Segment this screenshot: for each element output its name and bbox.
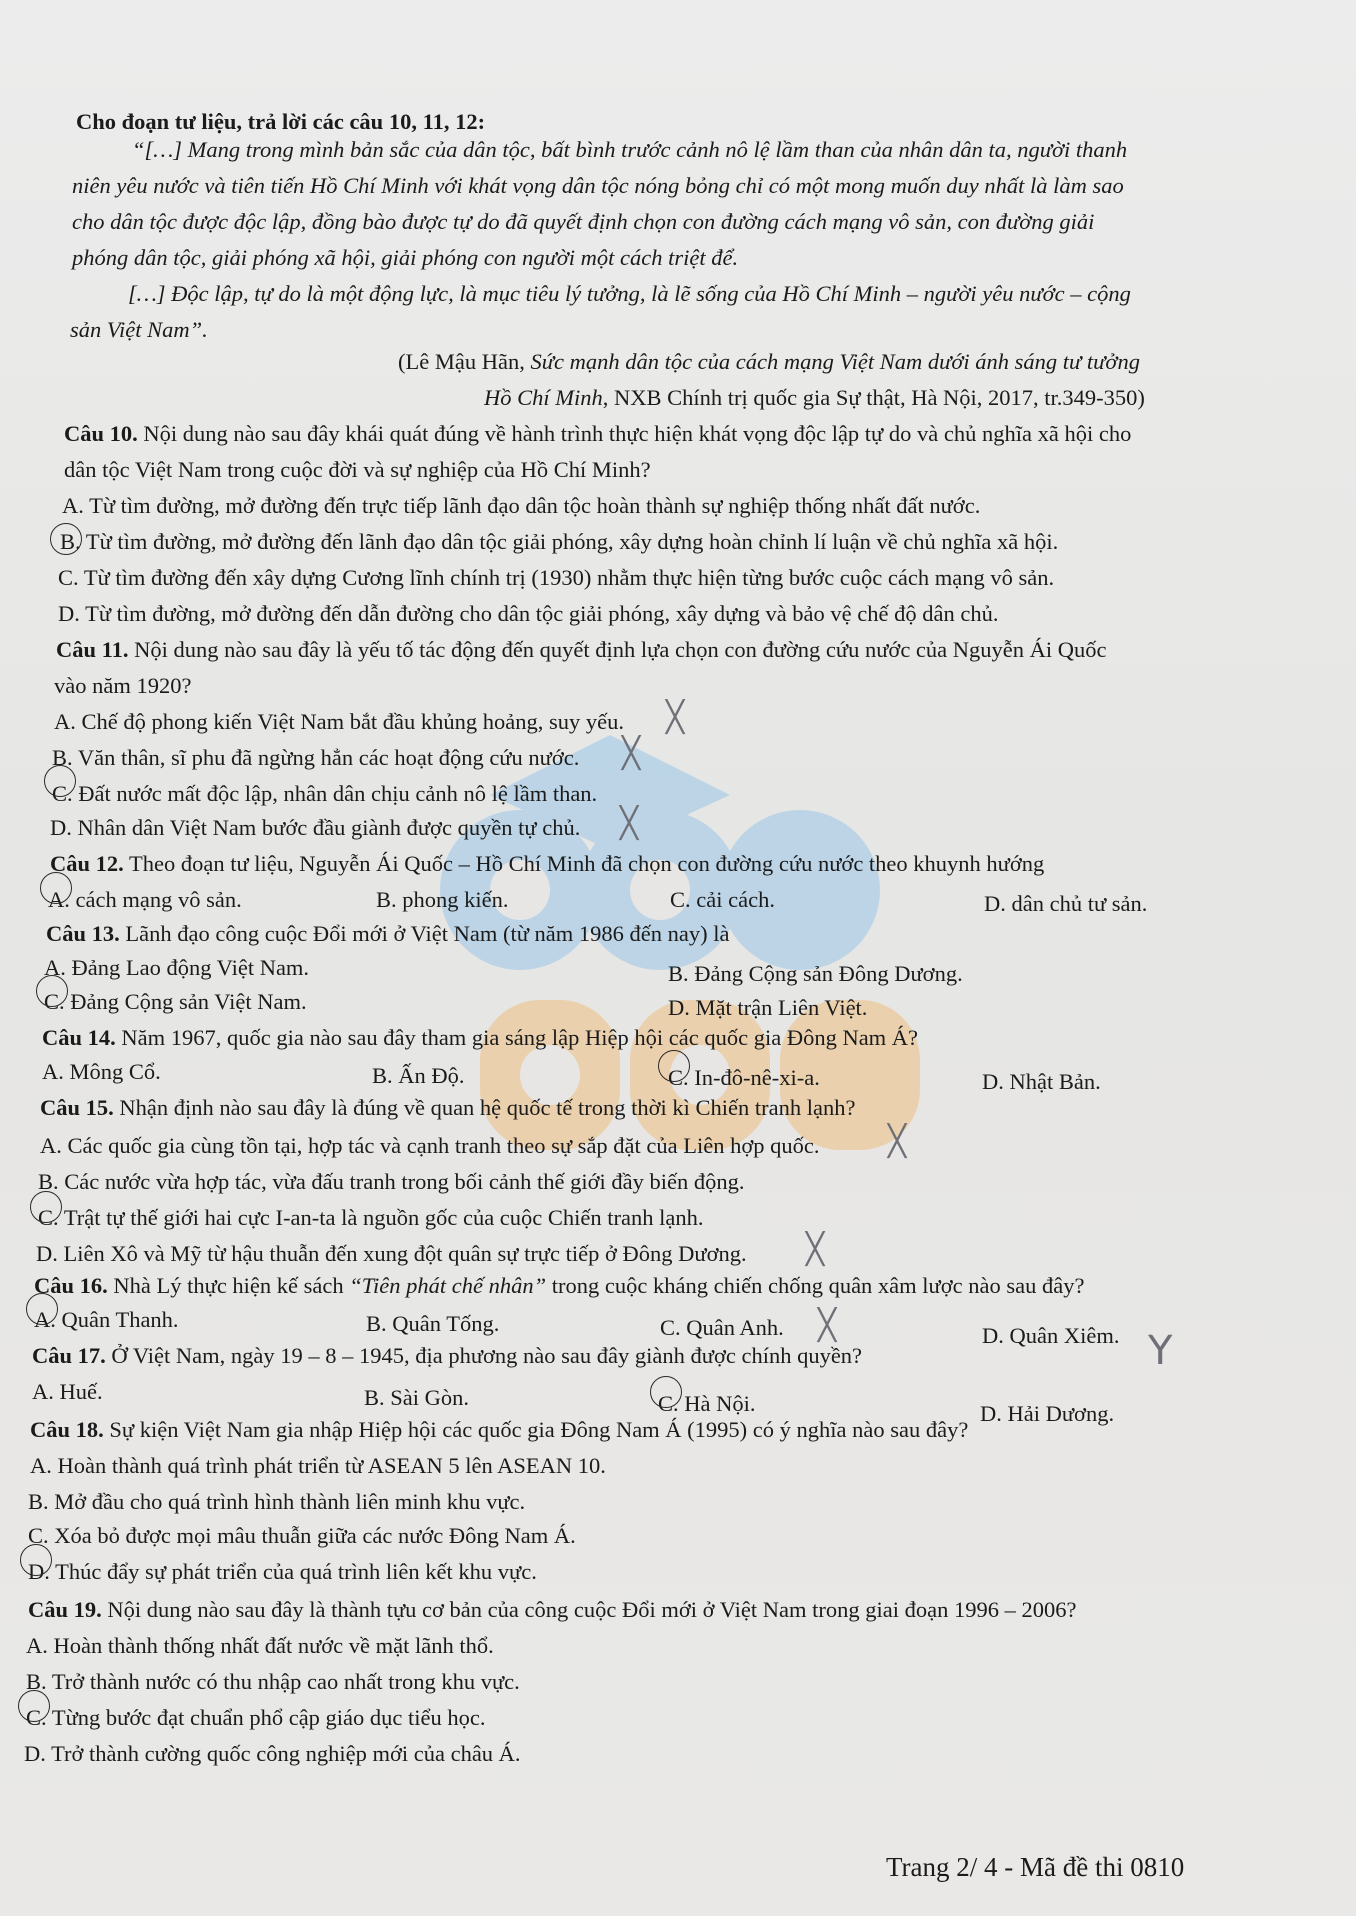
q15-option-c: C. Trật tự thế giới hai cực I-an-ta là nguồn gốc của cuộc Chiến tranh lạnh.: [38, 1205, 704, 1230]
question-label: Câu 13.: [46, 921, 120, 946]
question-label: Câu 10.: [64, 421, 138, 446]
q12-option-b: B. phong kiến.: [376, 887, 509, 912]
q18-option-d: D. Thúc đẩy sự phát triển của quá trình liên kết khu vực.: [28, 1559, 537, 1584]
source-title-end: Hồ Chí Minh: [484, 385, 603, 410]
question-text: Lãnh đạo công cuộc Đổi mới ở Việt Nam (từ năm 1986 đến nay) là: [119, 921, 730, 946]
question-label: Câu 18.: [30, 1417, 104, 1442]
cross-mark-icon: ╳: [620, 806, 639, 841]
q16-option-b: B. Quân Tống.: [366, 1311, 500, 1336]
q15-option-a: A. Các quốc gia cùng tồn tại, hợp tác và cạnh tranh theo sự sắp đặt của Liên hợp quốc.: [40, 1133, 820, 1158]
question-13-stem: [46, 920, 729, 947]
question-label: Câu 11.: [56, 637, 129, 662]
question-15-stem: [40, 1094, 856, 1121]
q11-option-a: A. Chế độ phong kiến Việt Nam bắt đầu khủng hoảng, suy yếu.: [54, 709, 625, 734]
q19-option-b: B. Trở thành nước có thu nhập cao nhất trong khu vực.: [26, 1669, 520, 1694]
question-label: Câu 15.: [40, 1095, 114, 1120]
q16-option-a: A. Quân Thanh.: [34, 1307, 179, 1332]
q12-option-a: A. cách mạng vô sản.: [48, 887, 242, 912]
q18-option-a: A. Hoàn thành quá trình phát triển từ ASEAN 5 lên ASEAN 10.: [30, 1453, 606, 1478]
question-text: Nội dung nào sau đây là thành tựu cơ bản của công cuộc Đổi mới ở Việt Nam trong giai đoạn 1996 – 2006?: [101, 1597, 1077, 1622]
q12-option-d: D. dân chủ tư sản.: [984, 891, 1148, 916]
question-text: Ở Việt Nam, ngày 19 – 8 – 1945, địa phương nào sau đây giành được chính quyền?: [105, 1343, 863, 1368]
source-title: Sức mạnh dân tộc của cách mạng Việt Nam dưới ánh sáng tư tưởng: [530, 349, 1140, 374]
question-12-stem: [50, 850, 1044, 877]
question-text: Sự kiện Việt Nam gia nhập Hiệp hội các quốc gia Đông Nam Á (1995) có ý nghĩa nào sau đây?: [103, 1417, 969, 1442]
q17-option-a: A. Huế.: [32, 1379, 103, 1404]
question-16-stem: [34, 1272, 1084, 1299]
question-quote: “Tiên phát chế nhân”: [349, 1273, 547, 1298]
q10-option-a: A. Từ tìm đường, mở đường đến trực tiếp lãnh đạo dân tộc hoàn thành sự nghiệp thống nhất đất nước.: [62, 493, 981, 518]
q14-option-a: A. Mông Cổ.: [42, 1059, 161, 1084]
question-text: Năm 1967, quốc gia nào sau đây tham gia sáng lập Hiệp hội các quốc gia Đông Nam Á?: [115, 1025, 919, 1050]
source-line-2: [484, 384, 1145, 411]
q13-option-c: C. Đảng Cộng sản Việt Nam.: [44, 989, 307, 1014]
question-text: Nội dung nào sau đây là yếu tố tác động đến quyết định lựa chọn con đường cứu nước của Nguyễn Ái Quốc: [128, 637, 1107, 662]
q14-option-b: B. Ấn Độ.: [372, 1063, 465, 1088]
question-11-stem-cont: vào năm 1920?: [54, 673, 192, 698]
question-label: Câu 17.: [32, 1343, 106, 1368]
question-10-stem: [64, 420, 1131, 447]
source-author: (Lê Mậu Hãn,: [398, 349, 531, 374]
q13-option-a: A. Đảng Lao động Việt Nam.: [44, 955, 310, 980]
cross-mark-icon: ╳: [622, 736, 641, 771]
question-label: Câu 12.: [50, 851, 124, 876]
question-text: trong cuộc kháng chiến chống quân xâm lược nào sau đây?: [546, 1273, 1085, 1298]
q16-option-c: C. Quân Anh.: [660, 1315, 784, 1340]
q19-option-c: C. Từng bước đạt chuẩn phổ cập giáo dục tiểu học.: [26, 1705, 486, 1730]
cross-mark-icon: ╳: [818, 1308, 837, 1343]
cross-mark-icon: ╳: [806, 1232, 825, 1267]
q14-option-d: D. Nhật Bản.: [982, 1069, 1101, 1094]
q10-option-c: C. Từ tìm đường đến xây dựng Cương lĩnh chính trị (1930) nhằm thực hiện từng bước cuộc cách mạng vô sản.: [58, 565, 1055, 590]
passage-line: phóng dân tộc, giải phóng xã hội, giải phóng con người một cách triệt để.: [72, 245, 739, 270]
q13-option-b: B. Đảng Cộng sản Đông Dương.: [668, 961, 963, 986]
q14-option-c: C. In-đô-nê-xi-a.: [668, 1065, 820, 1090]
q17-option-c: C. Hà Nội.: [658, 1391, 756, 1416]
q18-option-c: C. Xóa bỏ được mọi mâu thuẫn giữa các nước Đông Nam Á.: [28, 1523, 576, 1548]
source-line-1: [398, 348, 1140, 375]
question-text: Nhà Lý thực hiện kế sách: [107, 1273, 350, 1298]
question-14-stem: [42, 1024, 918, 1051]
q17-option-b: B. Sài Gòn.: [364, 1385, 470, 1410]
q19-option-a: A. Hoàn thành thống nhất đất nước về mặt lãnh thổ.: [26, 1633, 494, 1658]
question-label: Câu 19.: [28, 1597, 102, 1622]
question-19-stem: [28, 1596, 1076, 1623]
question-label: Câu 16.: [34, 1273, 108, 1298]
question-label: Câu 14.: [42, 1025, 116, 1050]
q10-option-b: B. Từ tìm đường, mở đường đến lãnh đạo dân tộc giải phóng, xây dựng hoàn chỉnh lí luận về chủ nghĩa xã hội.: [60, 529, 1059, 554]
q10-option-d: D. Từ tìm đường, mở đường đến dẫn đường cho dân tộc giải phóng, xây dựng và bảo vệ chế độ dân chủ.: [58, 601, 999, 626]
cross-mark-icon: ╳: [666, 700, 685, 735]
intro-heading: Cho đoạn tư liệu, trả lời các câu 10, 11, 12:: [76, 109, 486, 134]
q18-option-b: B. Mở đầu cho quá trình hình thành liên minh khu vực.: [28, 1489, 526, 1514]
q17-option-d: D. Hải Dương.: [980, 1401, 1115, 1426]
q11-option-b: B. Văn thân, sĩ phu đã ngừng hẳn các hoạt động cứu nước.: [52, 745, 580, 770]
question-10-stem-cont: dân tộc Việt Nam trong cuộc đời và sự nghiệp của Hồ Chí Minh?: [64, 457, 651, 482]
q13-option-d: D. Mặt trận Liên Việt.: [668, 995, 868, 1020]
question-text: Theo đoạn tư liệu, Nguyễn Ái Quốc – Hồ Chí Minh đã chọn con đường cứu nước theo khuynh hướng: [123, 851, 1045, 876]
cross-mark-icon: ╳: [888, 1124, 907, 1159]
q15-option-b: B. Các nước vừa hợp tác, vừa đấu tranh trong bối cảnh thế giới đầy biến động.: [38, 1169, 745, 1194]
q11-option-d: D. Nhân dân Việt Nam bước đầu giành được quyền tự chủ.: [50, 815, 581, 840]
q19-option-d: D. Trở thành cường quốc công nghiệp mới của châu Á.: [24, 1741, 521, 1766]
q16-option-d: D. Quân Xiêm.: [982, 1323, 1120, 1348]
q15-option-d: D. Liên Xô và Mỹ từ hậu thuẫn đến xung đột quân sự trực tiếp ở Đông Dương.: [36, 1241, 747, 1266]
question-18-stem: [30, 1416, 968, 1443]
question-17-stem: [32, 1342, 862, 1369]
passage-line: […] Độc lập, tự do là một động lực, là mục tiêu lý tưởng, là lẽ sống của Hồ Chí Minh – người yêu nước – cộng: [128, 281, 1131, 306]
question-text: Nội dung nào sau đây khái quát đúng về hành trình thực hiện khát vọng độc lập tự do và chủ nghĩa xã hội cho: [137, 421, 1132, 446]
page-footer: Trang 2/ 4 - Mã đề thi 0810: [886, 1852, 1185, 1882]
passage-line: niên yêu nước và tiên tiến Hồ Chí Minh với khát vọng dân tộc nóng bỏng chỉ có một mong muốn duy nhất là làm sao: [72, 173, 1124, 198]
source-publisher: , NXB Chính trị quốc gia Sự thật, Hà Nội, 2017, tr.349-350): [602, 385, 1145, 410]
q12-option-c: C. cải cách.: [670, 887, 775, 912]
scribble-mark-icon: Y: [1148, 1328, 1173, 1374]
passage-line: “[…] Mang trong mình bản sắc của dân tộc, bất bình trước cảnh nô lệ lầm than của nhân dân ta, người thanh: [132, 137, 1128, 162]
passage-line: cho dân tộc được độc lập, đồng bào được tự do đã quyết định chọn con đường cách mạng vô sản, con đường giải: [72, 209, 1095, 234]
q11-option-c: C. Đất nước mất độc lập, nhân dân chịu cảnh nô lệ lầm than.: [52, 781, 598, 806]
question-11-stem: [56, 636, 1107, 663]
question-text: Nhận định nào sau đây là đúng về quan hệ quốc tế trong thời kì Chiến tranh lạnh?: [113, 1095, 856, 1120]
passage-line: sản Việt Nam”.: [70, 317, 208, 342]
